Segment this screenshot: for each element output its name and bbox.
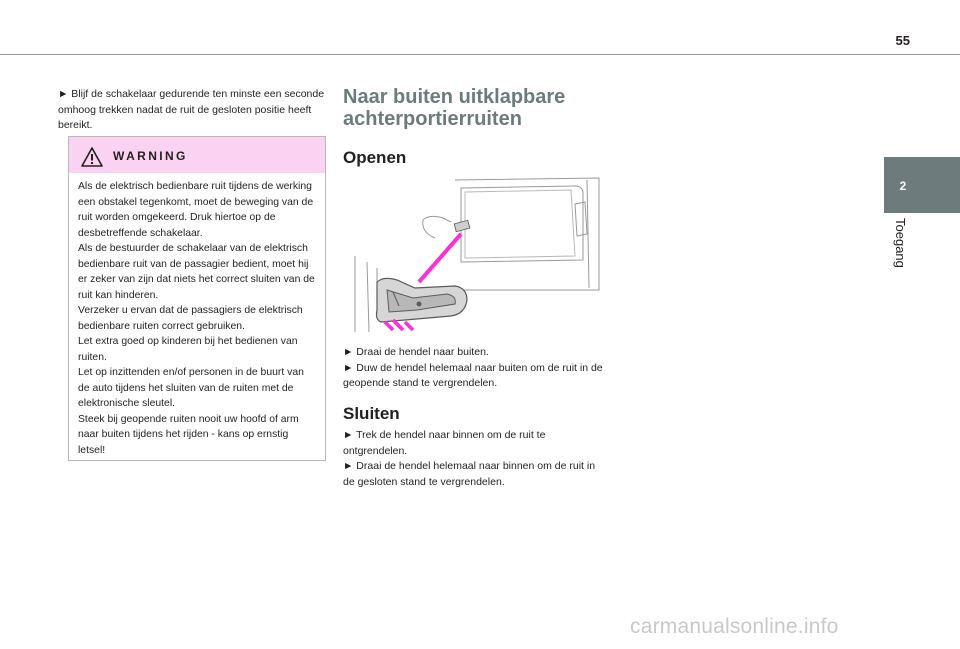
warning-paragraph: Steek bij geopende ruiten nooit uw hoofd of arm naar buiten tijdens het rijden - kans op ernstig letsel! bbox=[78, 413, 299, 456]
small-latch-icon bbox=[454, 220, 470, 231]
chapter-number: 2 bbox=[899, 179, 907, 193]
warning-header bbox=[69, 137, 325, 173]
warning-paragraph: Verzeker u ervan dat de passagiers de elektrisch bedienbare ruiten correct gebruiken. bbox=[78, 305, 303, 332]
close-heading: Sluiten bbox=[343, 404, 400, 423]
latch-handle-closeup bbox=[377, 278, 468, 322]
intro-step: ► Blijf de schakelaar gedurende ten minste een seconde omhoog trekken nadat de ruit de gesloten positie heeft bereikt. bbox=[58, 88, 325, 131]
warning-paragraph: Let extra goed op kinderen bij het bedienen van ruiten. bbox=[78, 336, 298, 363]
header-divider bbox=[0, 54, 960, 55]
close-step: ► Draai de hendel helemaal naar binnen om de ruit in de gesloten stand te vergrendelen. bbox=[343, 460, 596, 488]
chapter-tab[interactable] bbox=[884, 157, 960, 213]
left-column bbox=[58, 87, 326, 134]
rear-window-illustration bbox=[343, 174, 603, 332]
open-heading: Openen bbox=[343, 148, 407, 167]
warning-triangle-icon bbox=[81, 147, 103, 167]
close-step: ► Trek de hendel naar binnen om de ruit te ontgrendelen. bbox=[343, 429, 546, 457]
section-title: Naar buiten uitklapbare achterportierruiten bbox=[343, 86, 566, 130]
warning-body bbox=[69, 173, 325, 458]
open-step: ► Duw de hendel helemaal naar buiten om de ruit in de geopende stand te vergrendelen. bbox=[343, 361, 603, 389]
open-steps bbox=[343, 345, 603, 392]
warning-paragraph: Als de bestuurder de schakelaar van de elektrisch bedienbare ruit van de passagier bedient, moet hij er zeker van zijn dat niets het correct sluiten van de ruit kan hinderen. bbox=[78, 243, 315, 301]
warning-paragraph: Als de elektrisch bedienbare ruit tijdens de werking een obstakel tegenkomt, moet de beweging van de ruit worden omgekeerd. Druk hiertoe op de desbetreffende schakelaar. bbox=[78, 181, 314, 239]
page-number: 55 bbox=[895, 33, 910, 48]
window-latch-diagram bbox=[343, 174, 603, 332]
watermark: carmanualsonline.info bbox=[630, 615, 839, 638]
chapter-label: Toegang bbox=[893, 218, 908, 268]
warning-title: WARNING bbox=[113, 149, 188, 163]
close-steps bbox=[343, 428, 603, 490]
open-step: ► Draai de hendel naar buiten. bbox=[343, 346, 489, 358]
warning-paragraph: Let op inzittenden en/of personen in de buurt van de auto tijdens het sluiten van de ruiten met de elektronische sleutel. bbox=[78, 367, 304, 409]
warning-box bbox=[68, 136, 326, 461]
